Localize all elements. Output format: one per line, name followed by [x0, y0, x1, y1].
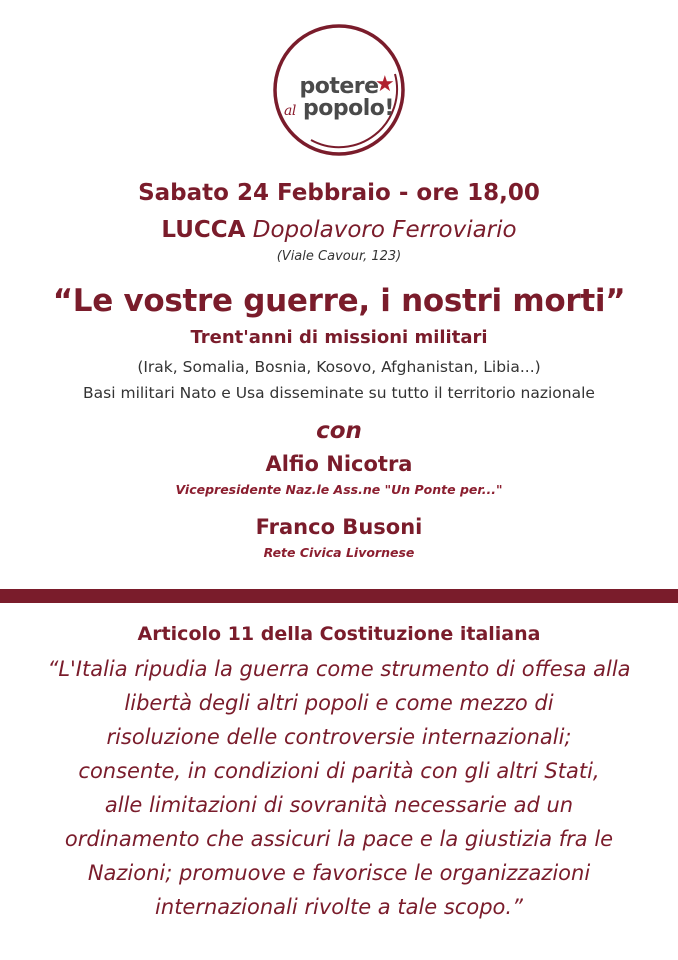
- potere-al-popolo-logo: [271, 22, 407, 158]
- logo-line2: popolo!: [303, 96, 394, 121]
- quote-line: ordinamento che assicuri la pace e la giustizia fra le: [64, 827, 614, 851]
- speaker-name: Franco Busoni: [255, 515, 423, 539]
- event-place: [0, 217, 678, 243]
- logo-line1: potere: [299, 74, 379, 99]
- logo-al: al: [284, 103, 296, 119]
- quote-line: alle limitazioni di sovranità necessarie ad un: [104, 793, 574, 817]
- quote-line: “L'Italia ripudia la guerra come strumento di offesa alla: [47, 657, 631, 681]
- article-quote: [20, 652, 658, 924]
- quote-line: internazionali rivolte a tale scopo.”: [155, 895, 523, 919]
- event-title: “Le vostre guerre, i nostri morti”: [52, 283, 626, 319]
- event-address: (Viale Cavour, 123): [276, 249, 402, 264]
- event-countries: (Irak, Somalia, Bosnia, Kosovo, Afghanistan, Libia...): [137, 358, 541, 376]
- quote-line: Nazioni; promuove e favorisce le organizzazioni: [87, 861, 591, 885]
- event-subtitle: Trent'anni di missioni militari: [190, 327, 488, 348]
- logo-line2-wrap: [271, 96, 407, 121]
- event-date: Sabato 24 Febbraio - ore 18,00: [138, 180, 540, 206]
- section-divider: [0, 589, 678, 603]
- con-label: con: [316, 418, 362, 444]
- quote-line: consente, in condizioni di parità con gli altri Stati,: [78, 759, 600, 783]
- article-title: Articolo 11 della Costituzione italiana: [137, 623, 541, 645]
- speaker-name: Alfio Nicotra: [265, 452, 413, 476]
- quote-line: libertà degli altri popoli e come mezzo di: [124, 691, 554, 715]
- event-city: LUCCA: [161, 217, 246, 243]
- star-icon: ★: [375, 72, 395, 97]
- speaker-role: Rete Civica Livornese: [263, 545, 415, 560]
- quote-line: risoluzione delle controversie internazionali;: [106, 725, 572, 749]
- event-venue: Dopolavoro Ferroviario: [252, 217, 517, 243]
- speaker-role: Vicepresidente Naz.le Ass.ne "Un Ponte per...": [175, 482, 503, 497]
- event-bases: Basi militari Nato e Usa disseminate su tutto il territorio nazionale: [83, 384, 595, 402]
